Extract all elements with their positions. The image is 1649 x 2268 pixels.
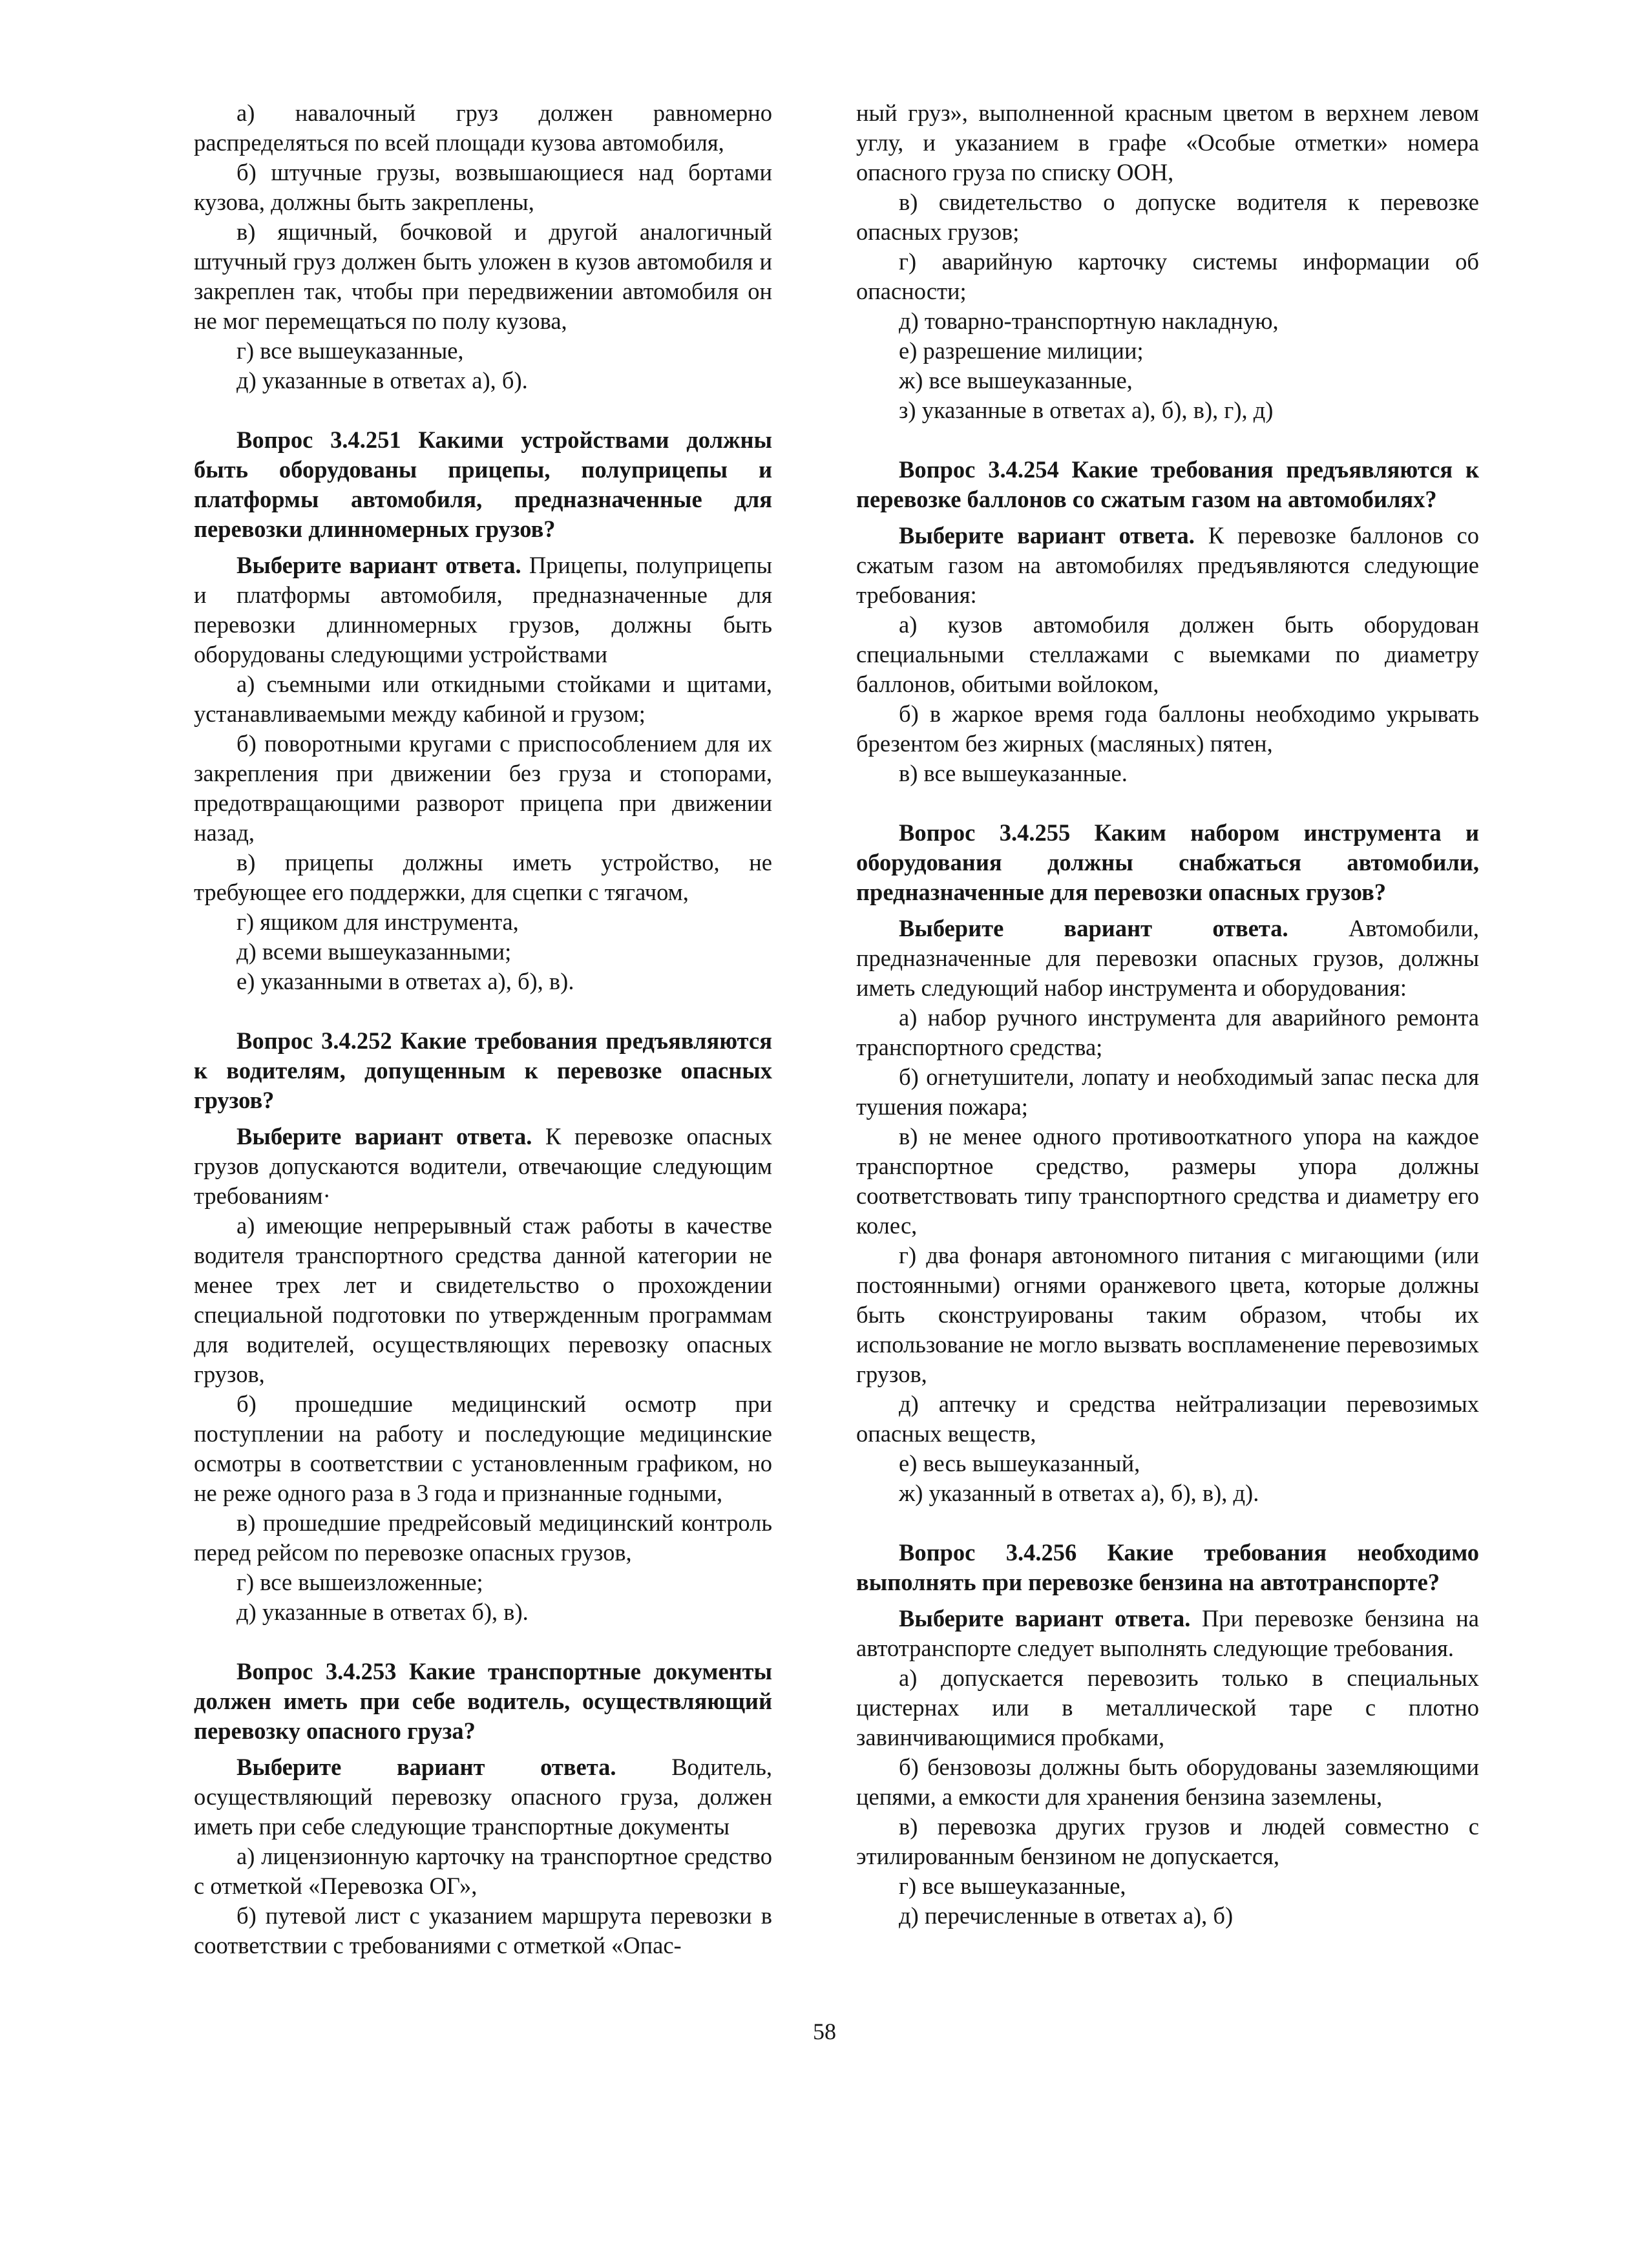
answer-lead: Выберите вариант ответа. [236, 1754, 616, 1780]
answer-option: г) все вышеуказанные, [899, 1873, 1126, 1899]
answer-option: г) аварийную карточку системы информации об опасности; [856, 248, 1479, 304]
answer-option: г) все вышеизложенные; [236, 1569, 483, 1595]
answer-intro-text: К перевозке опасных грузов допускаются водители, отвечающие следующим требованиям· [194, 1123, 772, 1209]
answer-option: б) в жаркое время года баллоны необходимо укрывать брезентом без жирных (масляных) пятен, [856, 700, 1479, 757]
answer-lead: Выберите вариант ответа. [236, 1123, 532, 1150]
answer-option: е) весь вышеуказанный, [899, 1450, 1140, 1476]
answer-option: а) допускается перевозить только в специальных цистернах или в металлической таре с плотно завинчивающимися пробками, [856, 1664, 1479, 1750]
page-number: 58 [813, 2019, 836, 2044]
answer-option: б) поворотными кругами с приспособлением для их закрепления при движении без груза и стопорами, предотвращающими разворот прицепа при движении назад, [194, 730, 772, 846]
answer-option: а) кузов автомобиля должен быть оборудован специальными стеллажами с выемками по диаметру баллонов, обитыми войлоком, [856, 611, 1479, 697]
answer-option: г) все вышеуказанные, [236, 337, 464, 364]
answer-option: з) указанные в ответах а), б), в), г), д) [899, 397, 1274, 423]
answer-option: ж) все вышеуказанные, [899, 367, 1133, 394]
answer-intro-text: При перевозке бензина на автотранспорте следует выполнять следующие требования. [856, 1605, 1479, 1661]
answer-option: е) указанными в ответах а), б), в). [236, 968, 574, 994]
right-column [856, 98, 1479, 1931]
answer-option: в) ящичный, бочковой и другой аналогичный штучный груз должен быть уложен в кузов автомобиля и закреплен так, чтобы при передвижении автомобиля он не мог перемещаться по полу кузова, [194, 218, 772, 334]
answer-lead: Выберите вариант ответа. [899, 522, 1195, 549]
answer-option: г) ящиком для инструмента, [236, 908, 519, 935]
answer-option: д) аптечку и средства нейтрализации перевозимых опасных веществ, [856, 1391, 1479, 1447]
answer-option: в) прошедшие предрейсовый медицинский контроль перед рейсом по перевозке опасных грузов, [194, 1509, 772, 1566]
answer-intro-text: Автомобили, предназначенные для перевозки опасных грузов, должны иметь следующий набор инструмента и оборудования: [856, 915, 1479, 1001]
answer-intro [194, 551, 772, 669]
question-title-253: Вопрос 3.4.253 Какие транспортные документы должен иметь при себе водитель, осуществляющий перевозку опасного груза? [194, 1658, 772, 1744]
continued-text: ный груз», выполненной красным цветом в верхнем левом углу, и указанием в графе «Особые отметки» номера опасного груза по списку ООН, [856, 100, 1479, 185]
answer-option: в) не менее одного противооткатного упора на каждое транспортное средство, размеры упора должны соответствовать типу транспортного средства и диаметру его колес, [856, 1123, 1479, 1239]
answer-option: б) огнетушители, лопату и необходимый запас песка для тушения пожара; [856, 1064, 1479, 1120]
answer-option: а) навалочный груз должен равномерно распределяться по всей площади кузова автомобиля, [194, 100, 772, 156]
answer-intro [194, 1752, 772, 1842]
answer-intro [856, 914, 1479, 1003]
answer-option: д) всеми вышеуказанными; [236, 938, 512, 965]
answer-intro-text: К перевозке баллонов со сжатым газом на автомобилях предъявляются следующие требования: [856, 522, 1479, 608]
answer-option: а) съемными или откидными стойками и щитами, устанавливаемыми между кабиной и грузом; [194, 671, 772, 727]
answer-option: б) прошедшие медицинский осмотр при поступлении на работу и последующие медицинские осмотры в соответствии с установленным графиком, но не реже одного раза в 3 года и признанные годными, [194, 1391, 772, 1506]
answer-option: д) перечисленные в ответах а), б) [899, 1902, 1234, 1929]
answer-option: а) набор ручного инструмента для аварийного ремонта транспортного средства; [856, 1004, 1479, 1060]
answer-option: в) все вышеуказанные. [899, 760, 1128, 786]
answer-option: д) указанные в ответах а), б). [236, 367, 528, 394]
answer-intro [856, 1604, 1479, 1663]
answer-intro [856, 521, 1479, 610]
answer-lead: Выберите вариант ответа. [236, 552, 521, 578]
answer-option: б) бензовозы должны быть оборудованы заземляющими цепями, а емкости для хранения бензина заземлены, [856, 1754, 1479, 1810]
answer-intro-text: Прицепы, полуприцепы и платформы автомобиля, предназначенные для перевозки длинномерных грузов, должны быть оборудованы следующими устройствами [194, 552, 772, 667]
answer-option: д) товарно-транспортную накладную, [899, 308, 1279, 334]
answer-option: а) имеющие непрерывный стаж работы в качестве водителя транспортного средства данной категории не менее трех лет и свидетельство о прохождении специальной подготовки по утвержденным программам для водителей, осуществляющих перевозку опасных грузов, [194, 1212, 772, 1387]
question-title-252: Вопрос 3.4.252 Какие требования предъявляются к водителям, допущенным к перевозке опасных грузов? [194, 1027, 772, 1113]
answer-option: в) перевозка других грузов и людей совместно с этилированным бензином не допускается, [856, 1813, 1479, 1869]
answer-lead: Выберите вариант ответа. [899, 1605, 1191, 1632]
answer-option: в) свидетельство о допуске водителя к перевозке опасных грузов; [856, 189, 1479, 245]
answer-option: б) штучные грузы, возвышающиеся над бортами кузова, должны быть закреплены, [194, 159, 772, 215]
answer-intro [194, 1122, 772, 1211]
answer-option: ж) указанный в ответах а), б), в), д). [899, 1480, 1259, 1506]
question-title-251: Вопрос 3.4.251 Какими устройствами должны быть оборудованы прицепы, полуприцепы и платформы автомобиля, предназначенные для перевозки длинномерных грузов? [194, 426, 772, 542]
answer-lead: Выберите вариант ответа. [899, 915, 1288, 941]
question-title-255: Вопрос 3.4.255 Каким набором инструмента и оборудования должны снабжаться автомобили, предназначенные для перевозки опасных грузов? [856, 819, 1479, 905]
question-title-256: Вопрос 3.4.256 Какие требования необходимо выполнять при перевозке бензина на автотранспорте? [856, 1539, 1479, 1595]
left-column [194, 98, 772, 1960]
question-title-254: Вопрос 3.4.254 Какие требования предъявляются к перевозке баллонов со сжатым газом на автомобилях? [856, 456, 1479, 512]
answer-option: в) прицепы должны иметь устройство, не требующее его поддержки, для сцепки с тягачом, [194, 849, 772, 905]
answer-option: д) указанные в ответах б), в). [236, 1599, 529, 1625]
answer-option: б) путевой лист с указанием маршрута перевозки в соответствии с требованиями с отметкой «Опас- [194, 1902, 772, 1958]
answer-option: г) два фонаря автономного питания с мигающими (или постоянными) огнями оранжевого цвета, которые должны быть сконструированы таким образом, чтобы их использование не могло вызвать воспламенение перевозимых грузов, [856, 1242, 1479, 1387]
answer-option: а) лицензионную карточку на транспортное средство с отметкой «Перевозка ОГ», [194, 1843, 772, 1899]
answer-intro-text: Водитель, осуществляющий перевозку опасного груза, должен иметь при себе следующие транспортные документы [194, 1754, 772, 1840]
answer-option: е) разрешение милиции; [899, 337, 1144, 364]
